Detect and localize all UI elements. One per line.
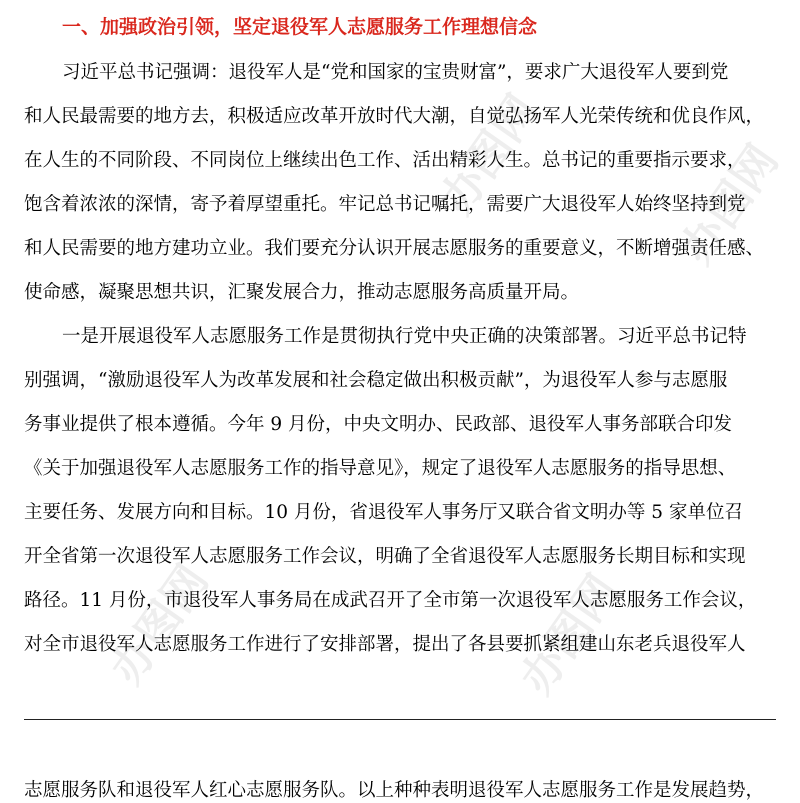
body-line: 《关于加强退役军人志愿服务工作的指导意见》，规定了退役军人志愿服务的指导思想、 <box>24 458 737 479</box>
next-page-line: 志愿服务队和退役军人红心志愿服务队。以上种种表明退役军人志愿服务工作是发展趋势， <box>24 780 765 801</box>
section-heading: 一、加强政治引领，坚定退役军人志愿服务工作理想信念 <box>62 16 538 38</box>
body-line: 在人生的不同阶段、不同岗位上继续出色工作、活出精彩人生。总书记的重要指示要求， <box>24 150 746 171</box>
body-line: 开全省第一次退役军人志愿服务工作会议，明确了全省退役军人志愿服务长期目标和实现 <box>24 546 746 567</box>
body-line: 习近平总书记强调：退役军人是“党和国家的宝贵财富”，要求广大退役军人要到党 <box>62 62 729 83</box>
watermark: 办图网 <box>510 565 629 704</box>
page-divider <box>24 719 776 720</box>
body-line: 对全市退役军人志愿服务工作进行了安排部署，提出了各县要抓紧组建山东老兵退役军人 <box>24 634 746 655</box>
body-line: 务事业提供了根本遵循。今年 9 月份，中央文明办、民政部、退役军人事务部联合印发 <box>24 414 733 435</box>
body-line: 饱含着浓浓的深情，寄予着厚望重托。牢记总书记嘱托，需要广大退役军人始终坚持到党 <box>24 194 746 215</box>
body-line: 和人民最需要的地方去，积极适应改革开放时代大潮，自觉弘扬军人光荣传统和优良作风， <box>24 106 765 127</box>
watermark: 办图网 <box>430 85 549 224</box>
body-line: 使命感，凝聚思想共识，汇聚发展合力，推动志愿服务高质量开局。 <box>24 282 580 303</box>
body-line: 主要任务、发展方向和目标。10 月份，省退役军人事务厅又联合省文明办等 5 家单位召 <box>24 502 743 523</box>
body-line: 和人民需要的地方建功立业。我们要充分认识开展志愿服务的重要意义，不断增强责任感、 <box>24 238 765 259</box>
body-line: 别强调，“激励退役军人为改革发展和社会稳定做出积极贡献”，为退役军人参与志愿服 <box>24 370 728 391</box>
body-line: 一是开展退役军人志愿服务工作是贯彻执行党中央正确的决策部署。习近平总书记特 <box>62 326 747 347</box>
watermark: 办图网 <box>670 135 789 274</box>
watermark: 办图网 <box>100 555 219 694</box>
body-line: 路径。11 月份，市退役军人事务局在成武召开了全市第一次退役军人志愿服务工作会议， <box>24 590 757 611</box>
